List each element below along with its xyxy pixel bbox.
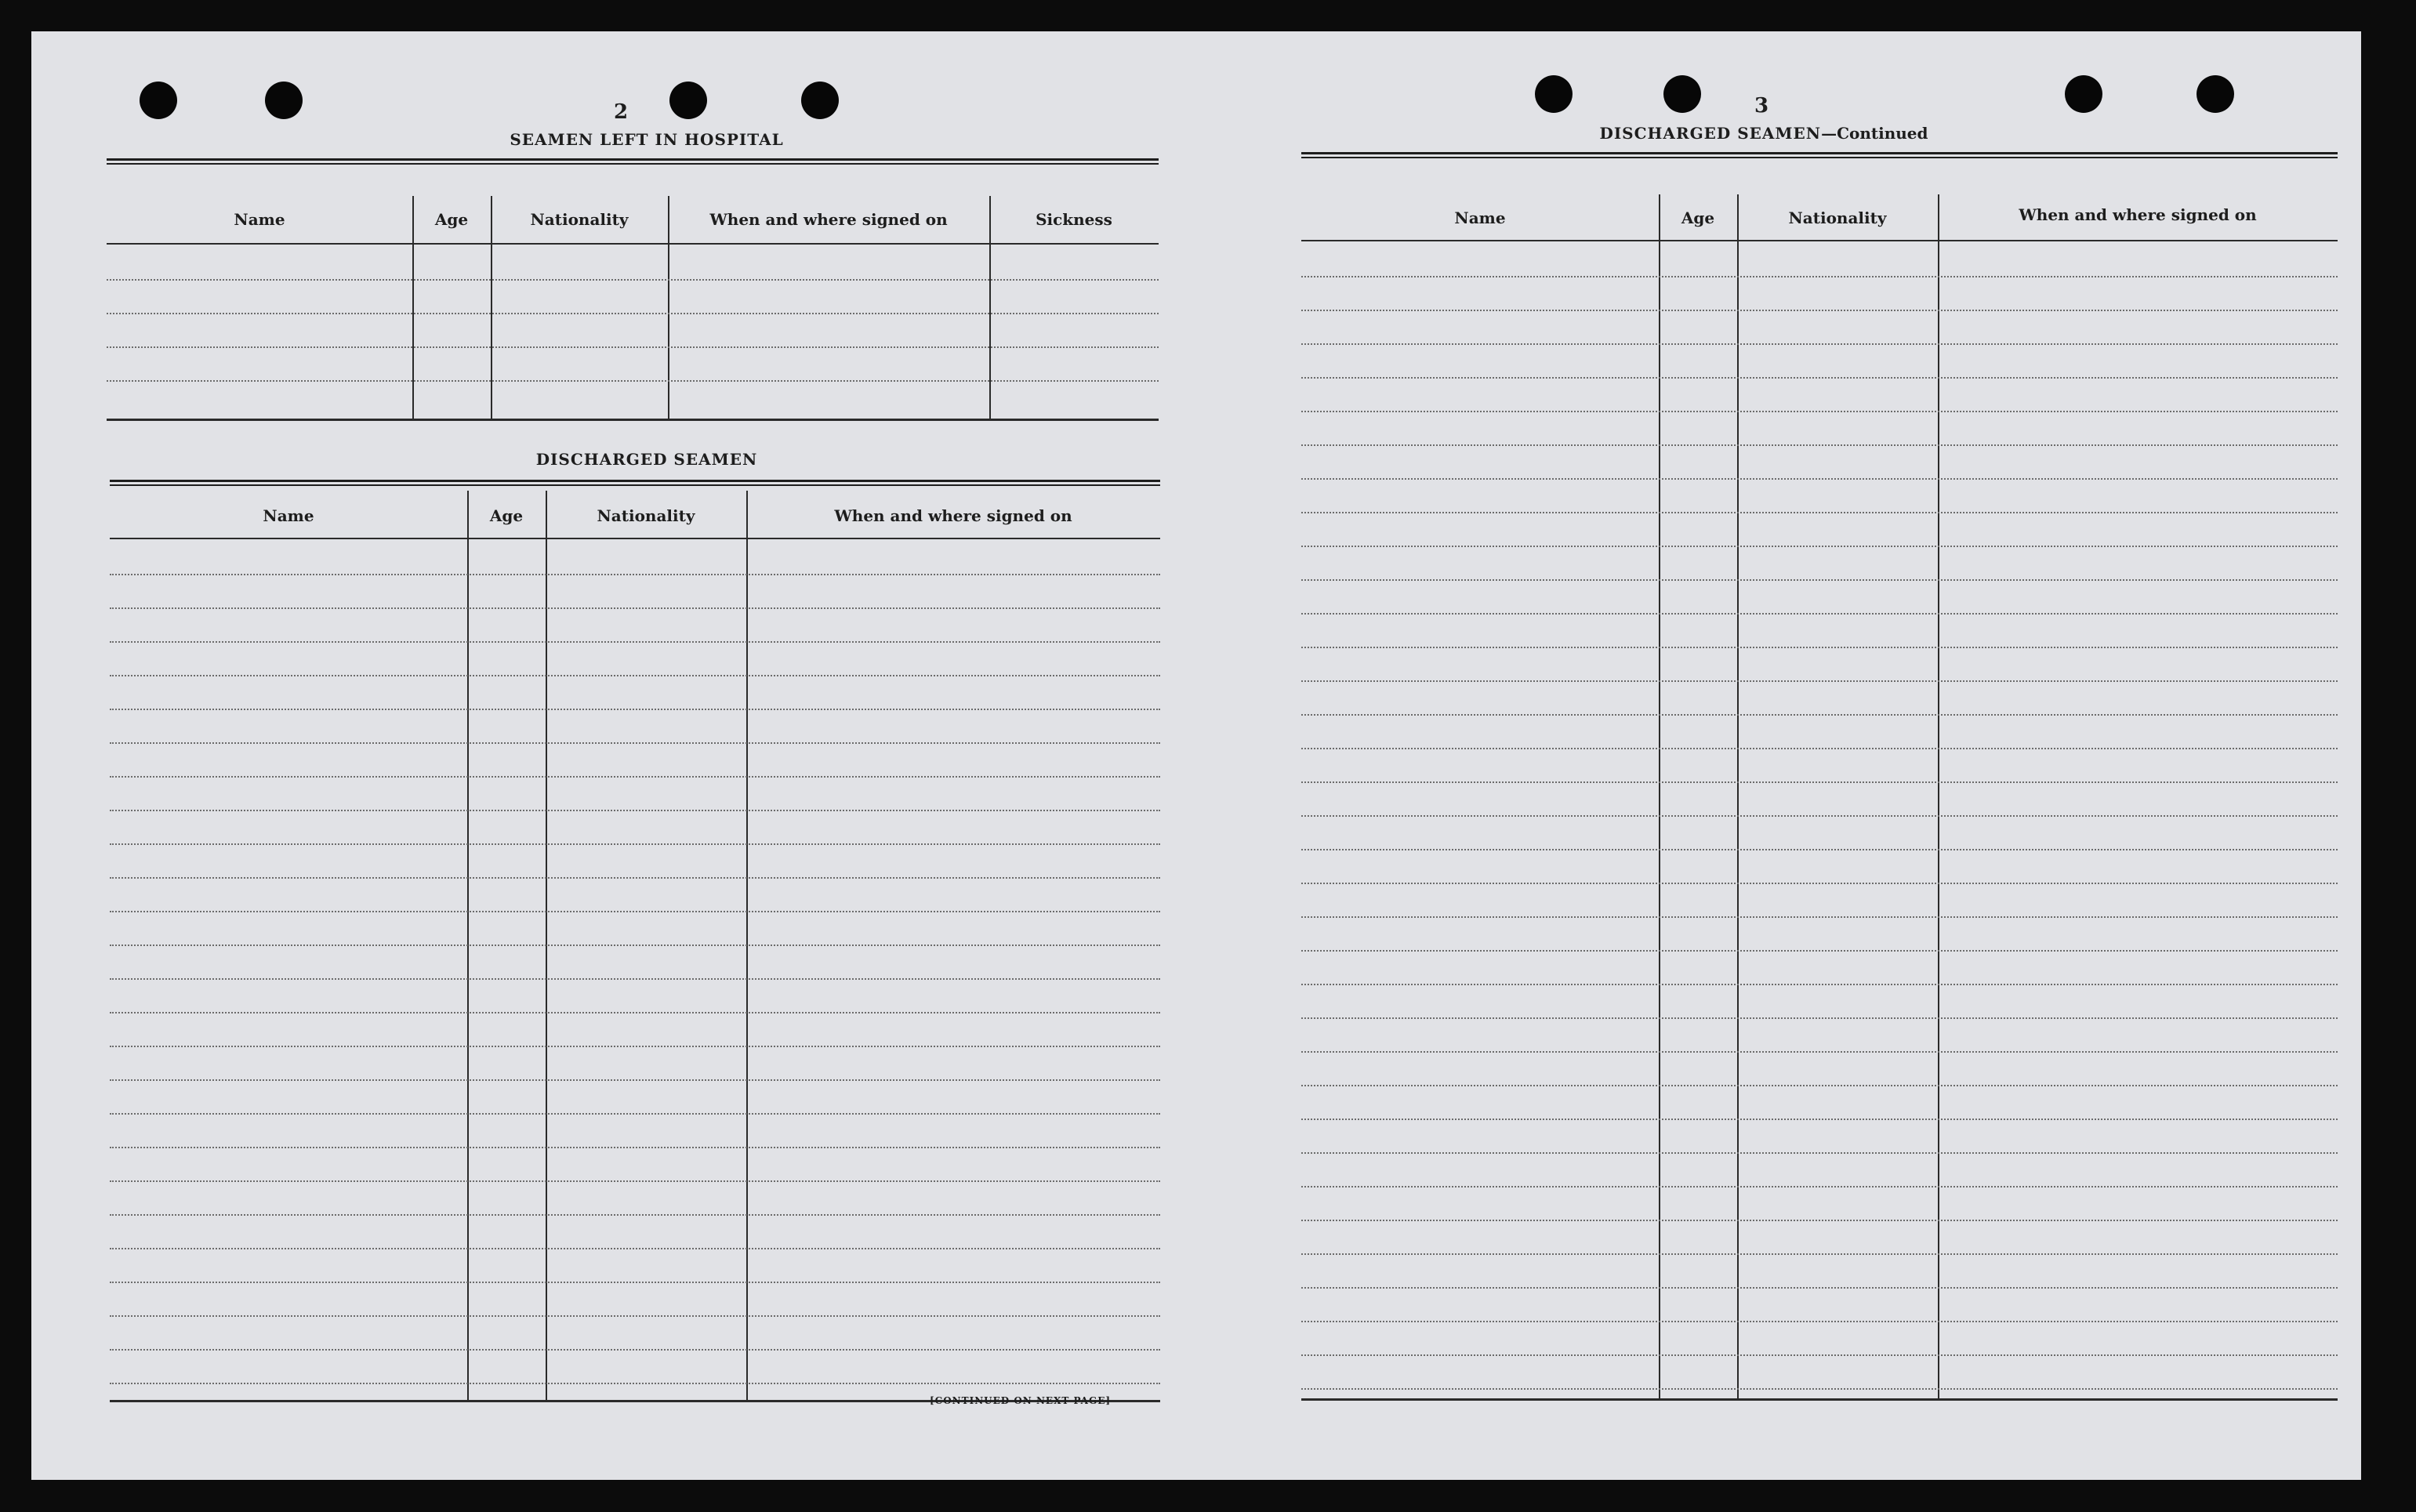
column-divider [1938,194,1939,1398]
column-divider [491,196,492,420]
entry-row [1301,647,2338,648]
entry-row [110,742,1160,744]
discharged-section-title: DISCHARGED SEAMEN [535,450,758,469]
entry-row [110,574,1160,575]
entry-row [110,1349,1160,1351]
entry-row [110,1147,1160,1148]
column-header-age: Age [489,506,524,525]
entry-row [1301,1388,2338,1390]
entry-row [1301,310,2338,311]
entry-row [110,607,1160,609]
entry-row [1301,276,2338,277]
entry-row [1301,1085,2338,1086]
form-sheet [31,31,2361,1480]
entry-row [1301,444,2338,446]
entry-row [1301,1152,2338,1154]
entry-row [110,810,1160,811]
entry-row [110,1315,1160,1317]
column-header-age: Age [1681,208,1715,227]
entry-row [110,1079,1160,1081]
entry-row [110,945,1160,946]
entry-row [1301,1354,2338,1356]
entry-row [110,1046,1160,1047]
entry-row [1301,1051,2338,1053]
entry-row [110,709,1160,710]
table-bottom-rule [1301,1398,2338,1401]
entry-row [1301,411,2338,412]
entry-row [1301,1321,2338,1322]
page-number: 3 [1754,94,1769,118]
right-page [1192,31,2361,1480]
hospital-section-title: SEAMEN LEFT IN HOSPITAL [510,130,784,149]
column-header-when-where: When and where signed on [834,506,1072,525]
column-header-sickness: Sickness [1036,210,1112,229]
entry-row [1301,815,2338,817]
continued-note: [CONTINUED ON NEXT PAGE] [930,1395,1112,1406]
table-top-rule [110,480,1160,486]
entry-row [110,978,1160,980]
column-header-nationality: Nationality [597,506,695,525]
entry-row [1301,883,2338,884]
column-header-when-where: When and where signed on [709,210,948,229]
column-header-nationality: Nationality [530,210,629,229]
entry-row [110,675,1160,676]
column-divider [668,196,669,420]
column-header-name: Name [1454,208,1506,227]
column-divider [1737,194,1739,1398]
entry-row [110,1180,1160,1182]
entry-row [107,279,1159,281]
entry-row [110,776,1160,778]
entry-row [1301,984,2338,985]
entry-row [1301,546,2338,547]
entry-row [1301,343,2338,345]
entry-row [1301,1253,2338,1255]
entry-row [107,346,1159,348]
entry-row [1301,1119,2338,1120]
discharged-continued-title [1505,124,2022,143]
entry-row [110,641,1160,643]
entry-row [1301,714,2338,716]
page-number: 2 [613,100,629,124]
entry-row [110,1282,1160,1283]
entry-row [1301,950,2338,952]
entry-row [1301,849,2338,850]
entry-row [1301,781,2338,783]
entry-row [107,313,1159,314]
entry-row [1301,1186,2338,1187]
entry-row [110,877,1160,879]
entry-row [1301,680,2338,682]
discharged-continued-table [1301,152,2338,1406]
entry-row [1301,1017,2338,1019]
entry-row [110,1113,1160,1115]
header-underline [1301,240,2338,241]
column-header-name: Name [234,210,285,229]
table-bottom-rule [107,419,1159,421]
entry-row [110,911,1160,912]
entry-row [1301,579,2338,581]
section-title-main: DISCHARGED SEAMEN [1599,124,1822,143]
entry-row [110,843,1160,845]
discharged-table [110,480,1160,1412]
entry-row [1301,478,2338,480]
column-divider [989,196,991,420]
header-underline [107,243,1159,245]
entry-row [110,1012,1160,1013]
entry-row [1301,377,2338,379]
column-divider [412,196,414,420]
entry-row [1301,1220,2338,1221]
table-top-rule [107,158,1159,165]
column-header-when-where: When and where signed on [2019,205,2257,224]
column-header-age: Age [434,210,469,229]
entry-row [1301,748,2338,749]
hospital-table [107,158,1159,425]
entry-row [110,1248,1160,1249]
column-divider [1659,194,1660,1398]
column-header-nationality: Nationality [1788,208,1887,227]
entry-row [110,1383,1160,1384]
left-page [31,31,1192,1480]
entry-row [1301,613,2338,615]
section-title-suffix: —Continued [1821,124,1928,143]
entry-row [1301,512,2338,513]
entry-row [110,1214,1160,1216]
entry-row [1301,1287,2338,1289]
entry-row [107,380,1159,382]
entry-row [1301,916,2338,918]
column-header-name: Name [263,506,314,525]
header-underline [110,538,1160,539]
table-top-rule [1301,152,2338,158]
